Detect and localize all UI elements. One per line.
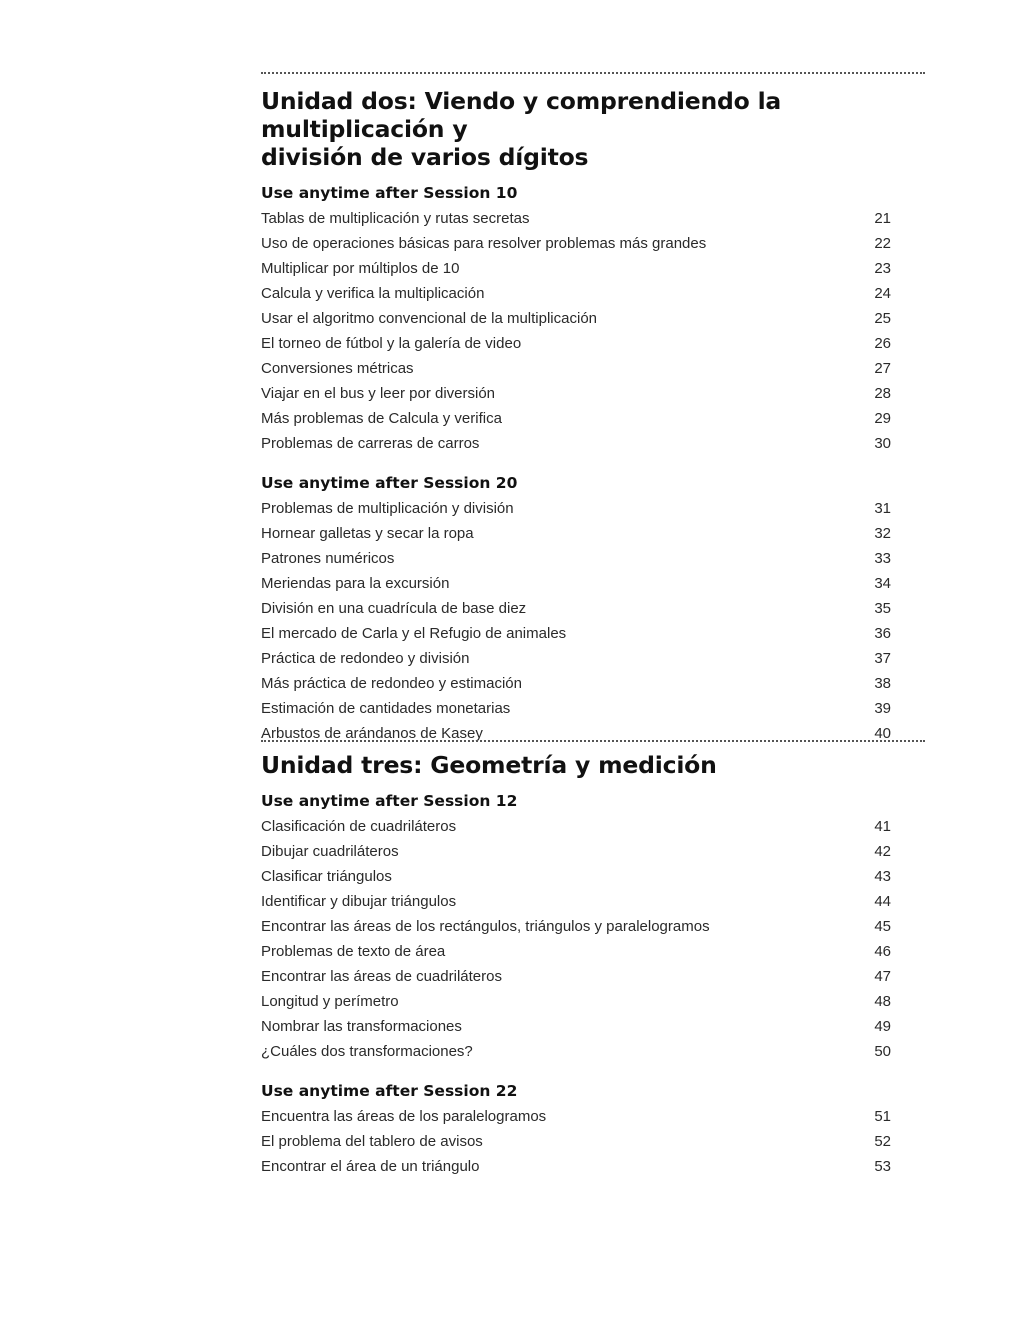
entry-page-number: 31 bbox=[874, 500, 891, 517]
unit-title: Unidad tres: Geometría y medición bbox=[261, 751, 717, 779]
entry-title: División en una cuadrícula de base diez bbox=[261, 600, 527, 617]
entry-page-number: 43 bbox=[874, 868, 891, 885]
toc-entry[interactable] bbox=[261, 596, 891, 621]
toc-entry[interactable] bbox=[261, 356, 891, 381]
entry-page-number: 44 bbox=[874, 893, 891, 910]
entry-title: Arbustos de arándanos de Kasey bbox=[261, 725, 483, 742]
entry-title: Dibujar cuadriláteros bbox=[261, 843, 399, 860]
toc-entry[interactable] bbox=[261, 671, 891, 696]
entry-title: Problemas de texto de área bbox=[261, 943, 446, 960]
toc-entry[interactable] bbox=[261, 621, 891, 646]
toc-entry[interactable] bbox=[261, 1129, 891, 1154]
unit-title: Unidad dos: Viendo y comprendiendo la multiplicación y división de varios dígitos bbox=[261, 87, 782, 171]
entry-title: Problemas de carreras de carros bbox=[261, 435, 480, 452]
entry-page-number: 38 bbox=[874, 675, 891, 692]
toc-entry[interactable] bbox=[261, 839, 891, 864]
toc-entry[interactable] bbox=[261, 1039, 891, 1064]
entry-title: Longitud y perímetro bbox=[261, 993, 399, 1010]
toc-entry[interactable] bbox=[261, 331, 891, 356]
toc-entry[interactable] bbox=[261, 939, 891, 964]
entry-title: Identificar y dibujar triángulos bbox=[261, 893, 457, 910]
entry-page-number: 47 bbox=[874, 968, 891, 985]
entry-page-number: 46 bbox=[874, 943, 891, 960]
entry-page-number: 40 bbox=[874, 725, 891, 742]
entry-title: Viajar en el bus y leer por diversión bbox=[261, 385, 496, 402]
entry-page-number: 27 bbox=[874, 360, 891, 377]
entry-title: Más problemas de Calcula y verifica bbox=[261, 410, 502, 427]
toc-entry[interactable] bbox=[261, 1154, 891, 1179]
toc-entry[interactable] bbox=[261, 571, 891, 596]
entry-page-number: 22 bbox=[874, 235, 891, 252]
entry-title: El problema del tablero de avisos bbox=[261, 1133, 483, 1150]
entry-title: Meriendas para la excursión bbox=[261, 575, 450, 592]
toc-entry[interactable] bbox=[261, 281, 891, 306]
entry-page-number: 35 bbox=[874, 600, 891, 617]
entry-page-number: 28 bbox=[874, 385, 891, 402]
entry-page-number: 37 bbox=[874, 650, 891, 667]
entry-page-number: 49 bbox=[874, 1018, 891, 1035]
entry-page-number: 42 bbox=[874, 843, 891, 860]
section-entries bbox=[261, 206, 925, 456]
section-entries bbox=[261, 496, 925, 746]
entry-title: Hornear galletas y secar la ropa bbox=[261, 525, 474, 542]
entry-title: Usar el algoritmo convencional de la multiplicación bbox=[261, 310, 597, 327]
entry-title: Encontrar las áreas de cuadriláteros bbox=[261, 968, 502, 985]
entry-title: ¿Cuáles dos transformaciones? bbox=[261, 1043, 473, 1060]
toc-entry[interactable] bbox=[261, 696, 891, 721]
toc-entry[interactable] bbox=[261, 231, 891, 256]
entry-title: Estimación de cantidades monetarias bbox=[261, 700, 511, 717]
entry-title: Patrones numéricos bbox=[261, 550, 395, 567]
entry-page-number: 23 bbox=[874, 260, 891, 277]
entry-title: El torneo de fútbol y la galería de video bbox=[261, 335, 522, 352]
entry-page-number: 50 bbox=[874, 1043, 891, 1060]
toc-entry[interactable] bbox=[261, 1104, 891, 1129]
toc-entry[interactable] bbox=[261, 914, 891, 939]
entry-title: Problemas de multiplicación y división bbox=[261, 500, 514, 517]
entry-page-number: 45 bbox=[874, 918, 891, 935]
entry-title: Encontrar el área de un triángulo bbox=[261, 1158, 480, 1175]
toc-entry[interactable] bbox=[261, 406, 891, 431]
entry-page-number: 48 bbox=[874, 993, 891, 1010]
section-entries bbox=[261, 1104, 925, 1179]
entry-page-number: 52 bbox=[874, 1133, 891, 1150]
entry-page-number: 39 bbox=[874, 700, 891, 717]
entry-page-number: 34 bbox=[874, 575, 891, 592]
toc-entry[interactable] bbox=[261, 206, 891, 231]
entry-page-number: 26 bbox=[874, 335, 891, 352]
toc-entry[interactable] bbox=[261, 521, 891, 546]
entry-title: Tablas de multiplicación y rutas secretas bbox=[261, 210, 530, 227]
entry-page-number: 30 bbox=[874, 435, 891, 452]
toc-entry[interactable] bbox=[261, 989, 891, 1014]
toc-entry[interactable] bbox=[261, 814, 891, 839]
section-heading: Use anytime after Session 20 bbox=[261, 474, 518, 492]
toc-entry[interactable] bbox=[261, 306, 891, 331]
toc-entry[interactable] bbox=[261, 646, 891, 671]
entry-page-number: 32 bbox=[874, 525, 891, 542]
toc-entry[interactable] bbox=[261, 496, 891, 521]
entry-title: Encontrar las áreas de los rectángulos, triángulos y paralelogramos bbox=[261, 918, 710, 935]
entry-title: Clasificación de cuadriláteros bbox=[261, 818, 457, 835]
entry-title: Encuentra las áreas de los paralelogramos bbox=[261, 1108, 547, 1125]
entry-title: Conversiones métricas bbox=[261, 360, 414, 377]
toc-entry[interactable] bbox=[261, 889, 891, 914]
toc-entry[interactable] bbox=[261, 546, 891, 571]
entry-page-number: 29 bbox=[874, 410, 891, 427]
toc-entry[interactable] bbox=[261, 381, 891, 406]
entry-page-number: 36 bbox=[874, 625, 891, 642]
unit-two bbox=[261, 72, 925, 746]
toc-entry[interactable] bbox=[261, 431, 891, 456]
entry-title: Práctica de redondeo y división bbox=[261, 650, 470, 667]
entry-title: Nombrar las transformaciones bbox=[261, 1018, 462, 1035]
entry-page-number: 41 bbox=[874, 818, 891, 835]
entry-title: Calcula y verifica la multiplicación bbox=[261, 285, 485, 302]
toc-entry[interactable] bbox=[261, 964, 891, 989]
entry-title: Uso de operaciones básicas para resolver problemas más grandes bbox=[261, 235, 707, 252]
toc-entry[interactable] bbox=[261, 864, 891, 889]
entry-title: Multiplicar por múltiplos de 10 bbox=[261, 260, 460, 277]
section-entries bbox=[261, 814, 925, 1064]
entry-page-number: 25 bbox=[874, 310, 891, 327]
entry-page-number: 53 bbox=[874, 1158, 891, 1175]
section-heading: Use anytime after Session 22 bbox=[261, 1082, 518, 1100]
entry-title: El mercado de Carla y el Refugio de animales bbox=[261, 625, 567, 642]
entry-page-number: 21 bbox=[874, 210, 891, 227]
section-heading: Use anytime after Session 10 bbox=[261, 184, 518, 202]
toc-entry[interactable] bbox=[261, 256, 891, 281]
unit-three bbox=[261, 740, 925, 1179]
entry-page-number: 24 bbox=[874, 285, 891, 302]
toc-entry[interactable] bbox=[261, 1014, 891, 1039]
entry-page-number: 33 bbox=[874, 550, 891, 567]
section-heading: Use anytime after Session 12 bbox=[261, 792, 518, 810]
entry-title: Clasificar triángulos bbox=[261, 868, 392, 885]
entry-title: Más práctica de redondeo y estimación bbox=[261, 675, 522, 692]
entry-page-number: 51 bbox=[874, 1108, 891, 1125]
